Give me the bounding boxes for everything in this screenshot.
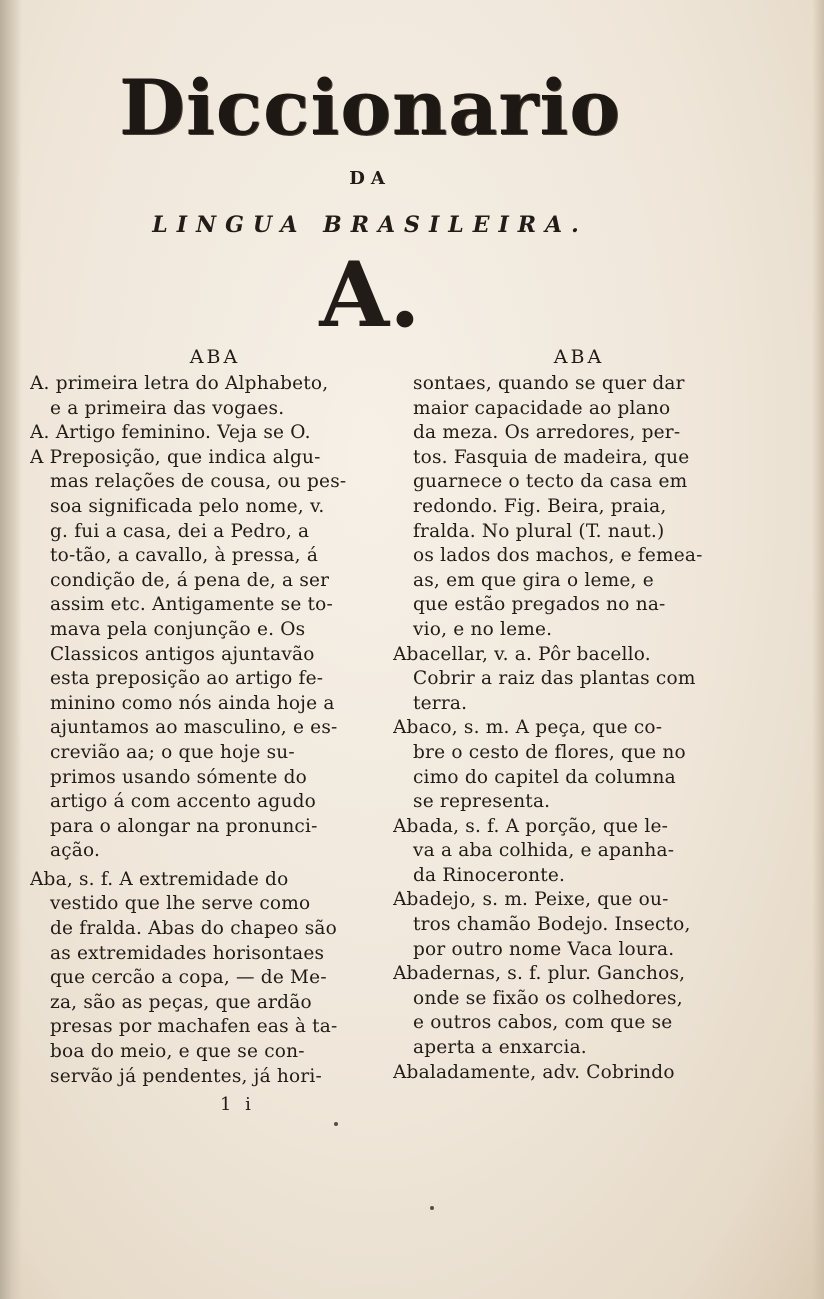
page-edge bbox=[812, 0, 824, 1299]
entry-continuation-line: cimo do capitel da columna bbox=[413, 766, 676, 788]
entry-line: Aba, s. f. A extremidade do bbox=[30, 868, 289, 890]
entry-line: Abada, s. f. A porção, que le- bbox=[393, 815, 669, 837]
entry-continuation-line: crevião aa; o que hoje su- bbox=[50, 741, 295, 763]
paper-speck bbox=[430, 1206, 434, 1210]
entry-line: Abaladamente, adv. Cobrindo bbox=[393, 1061, 675, 1083]
entry-continuation-line: artigo á com accento agudo bbox=[50, 791, 316, 813]
entry-continuation-line: primos usando sómente do bbox=[50, 766, 307, 788]
entry-line: Abadejo, s. m. Peixe, que ou- bbox=[393, 889, 669, 911]
entry-continuation-line: assim etc. Antigamente se to- bbox=[50, 594, 333, 616]
entry-continuation-line: as extremidades horisontaes bbox=[50, 942, 325, 964]
entry-continuation-line: tos. Fasquia de madeira, que bbox=[413, 446, 690, 468]
entry-line: A. primeira letra do Alphabeto, bbox=[30, 373, 329, 394]
entry-continuation-line: as, em que gira o leme, e bbox=[413, 569, 654, 591]
left-column-header: ABA bbox=[189, 346, 241, 368]
entry-continuation-line: guarnece o tecto da casa em bbox=[413, 471, 688, 493]
left-column bbox=[30, 344, 380, 1089]
entry-continuation-line: da meza. Os arredores, per- bbox=[413, 422, 681, 444]
entry-continuation-line: minino como nós ainda hoje a bbox=[50, 692, 335, 714]
subtitle-language: LINGUA BRASILEIRA. bbox=[152, 212, 588, 238]
entry-continuation-line: os lados dos machos, e femea- bbox=[413, 545, 703, 567]
entry-continuation-line: aperta a enxarcia. bbox=[413, 1037, 587, 1059]
entry-continuation-line: bre o cesto de flores, que no bbox=[413, 741, 686, 763]
left-column-lines bbox=[30, 372, 380, 1089]
entry-continuation-line: redondo. Fig. Beira, praia, bbox=[413, 495, 667, 517]
spine-shadow bbox=[0, 0, 22, 1299]
entry-continuation-line: va a aba colhida, e apanha- bbox=[413, 840, 675, 862]
paper-speck bbox=[334, 1122, 338, 1126]
subtitle-da: DA bbox=[349, 168, 391, 189]
entry-continuation-line: za, são as peças, que ardão bbox=[50, 991, 312, 1013]
entry-continuation-line: maior capacidade ao plano bbox=[413, 397, 671, 419]
entry-continuation-line: boa do meio, e que se con- bbox=[50, 1041, 305, 1063]
entry-line: Abadernas, s. f. plur. Ganchos, bbox=[393, 963, 686, 985]
entry-continuation-line: para o alongar na pronunci- bbox=[50, 815, 318, 837]
entry-continuation-line: presas por machafen eas à ta- bbox=[50, 1016, 338, 1038]
entry-continuation-line: mava pela conjunção e. Os bbox=[50, 618, 306, 640]
entry-line: A. Artigo feminino. Veja se O. bbox=[30, 422, 311, 444]
entry-continuation-line: mas relações de cousa, ou pes- bbox=[50, 471, 347, 493]
entry-continuation-line: por outro nome Vaca loura. bbox=[413, 938, 675, 960]
entry-continuation-line: to-tão, a cavallo, à pressa, á bbox=[50, 545, 319, 567]
entry-continuation-line: de fralda. Abas do chapeo são bbox=[50, 918, 337, 940]
entry-continuation-line: esta preposição ao artigo fe- bbox=[50, 668, 324, 690]
signature-mark: 1 i bbox=[220, 1094, 255, 1115]
entry-continuation-line: da Rinoceronte. bbox=[413, 864, 566, 886]
entry-continuation-line: vestido que lhe serve como bbox=[50, 893, 311, 915]
entry-continuation-line: se representa. bbox=[413, 791, 551, 813]
entry-continuation-line: onde se fixão os colhedores, bbox=[413, 987, 683, 1009]
entry-continuation-line: e outros cabos, com que se bbox=[413, 1012, 673, 1034]
entry-continuation-line: Cobrir a raiz das plantas com bbox=[413, 668, 696, 690]
entry-continuation-line: tros chamão Bodejo. Insecto, bbox=[413, 914, 691, 936]
entry-continuation-line: que estão pregados no na- bbox=[413, 594, 666, 616]
entry-continuation-line: fralda. No plural (T. naut.) bbox=[413, 520, 665, 542]
entry-continuation-line: ajuntamos ao masculino, e es- bbox=[50, 717, 338, 739]
entry-line: Abacellar, v. a. Pôr bacello. bbox=[393, 643, 651, 665]
page-title: Diccionario bbox=[119, 63, 621, 152]
entry-continuation-line: condição de, á pena de, a ser bbox=[50, 569, 330, 591]
right-column bbox=[393, 344, 765, 1085]
entry-continuation-line: e a primeira das vogaes. bbox=[50, 397, 285, 419]
entry-continuation-line: servão já pendentes, já hori- bbox=[50, 1065, 322, 1087]
entry-continuation-line: g. fui a casa, dei a Pedro, a bbox=[50, 520, 310, 542]
right-column-header: ABA bbox=[553, 346, 605, 368]
right-column-lines bbox=[393, 372, 765, 1085]
entry-continuation-line: ação. bbox=[50, 840, 101, 862]
entry-line: A Preposição, que indica algu- bbox=[30, 446, 321, 468]
entry-continuation-line: vio, e no leme. bbox=[413, 618, 553, 640]
entry-continuation-line: que cercão a copa, — de Me- bbox=[50, 967, 327, 989]
entry-continuation-line: Classicos antigos ajuntavão bbox=[50, 643, 315, 665]
entry-continuation-line: sontaes, quando se quer dar bbox=[413, 373, 685, 394]
entry-continuation-line: soa significada pelo nome, v. bbox=[50, 495, 325, 517]
section-letter: A. bbox=[319, 242, 421, 348]
entry-continuation-line: terra. bbox=[413, 692, 468, 714]
entry-line: Abaco, s. m. A peça, que co- bbox=[393, 717, 663, 739]
